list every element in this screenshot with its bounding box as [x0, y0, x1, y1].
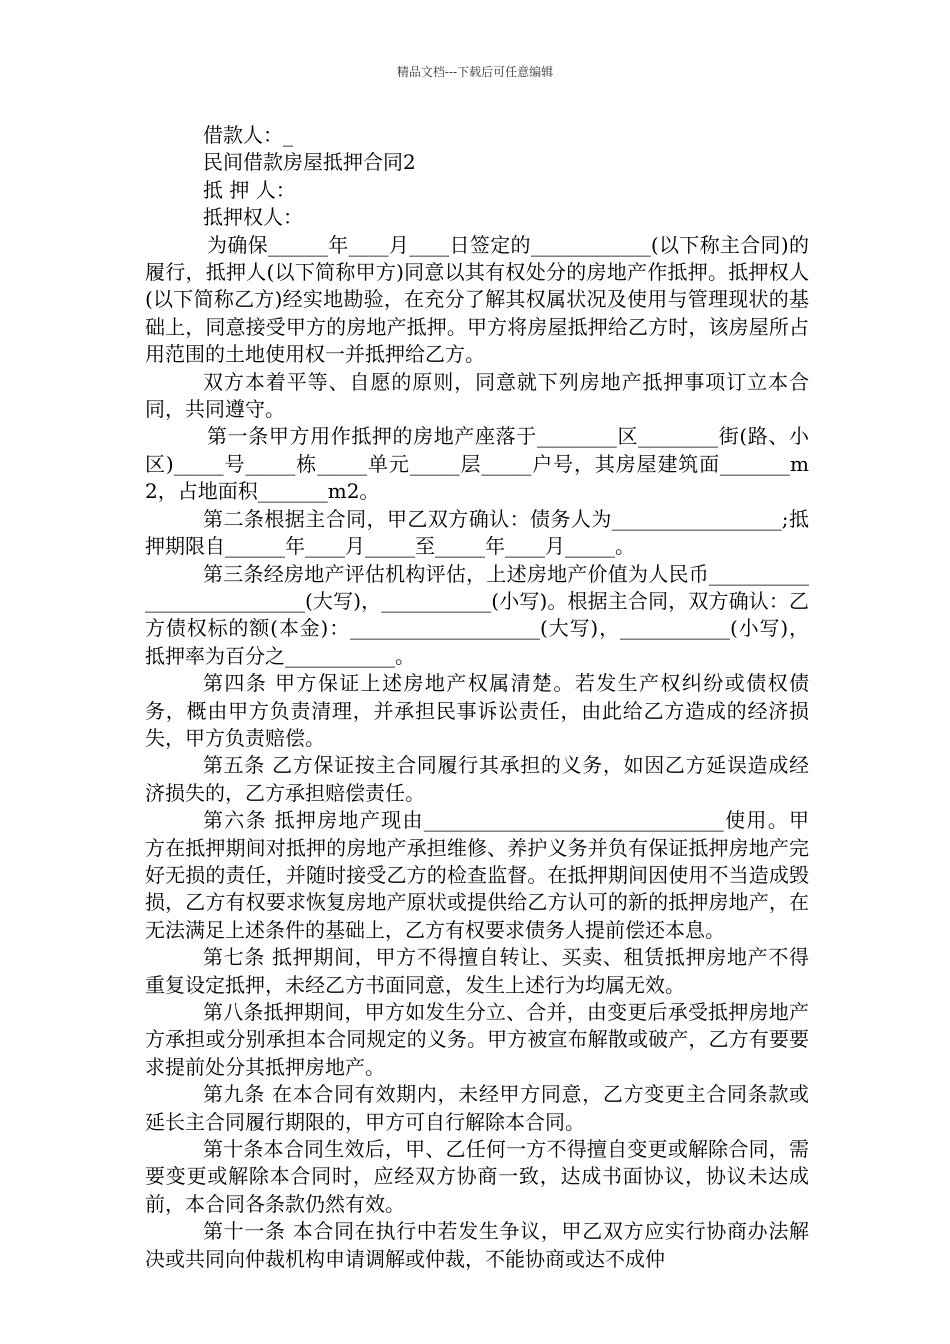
principle-paragraph: 双方本着平等、自愿的原则，同意就下列房地产抵押事项订立本合同，共同遵守。 [145, 369, 809, 422]
article-4: 第四条 甲方保证上述房地产权属清楚。若发生产权纠纷或债权债务，概由甲方负责清理，并承担民事诉讼责任，由此给乙方造成的经济损失，甲方负责赔偿。 [145, 671, 809, 750]
article-9: 第九条 在本合同有效期内，未经甲方同意，乙方变更主合同条款或延长主合同履行期限的，甲方可自行解除本合同。 [145, 1082, 809, 1134]
article-10: 第十条本合同生效后，甲、乙任何一方不得擅自变更或解除合同，需要变更或解除本合同时，应经双方协商一致，达成书面协议，协议未达成前，本合同各条款仍然有效。 [145, 1137, 809, 1216]
article-5: 第五条 乙方保证按主合同履行其承担的义务，如因乙方延误造成经济损失的，乙方承担赔偿责任。 [145, 753, 809, 805]
article-3: 第三条经房地产评估机构评估，上述房地产价值为人民币__________________________(大写)，___________(小写)。根据主合同，双方确认：乙方债权标的额(本金)：___________________(大写)，___________(小写)，抵押率为百分之___________。 [145, 561, 809, 668]
article-2: 第二条根据主合同，甲乙双方确认：债务人为_________________;抵押期限自______年____月_____至_____年____月_____。 [145, 506, 809, 559]
contract-body [145, 122, 809, 1273]
preamble-paragraph: 为确保______年____月____日签定的____________(以下称主合同)的履行，抵押人(以下简称甲方)同意以其有权处分的房地产作抵押。抵押权人(以下简称乙方)经实地勘验，在充分了解其权属状况及使用与管理现状的基础上，同意接受甲方的房地产抵押。甲方将房屋抵押给乙方时，该房屋所占用范围的土地使用权一并抵押给乙方。 [145, 232, 809, 367]
mortgagor-line: 抵 押 人： [203, 177, 296, 202]
contract-title: 民间借款房屋抵押合同2 [203, 150, 416, 175]
borrower-line: 借款人：_ [203, 123, 293, 147]
mortgagee-line: 抵押权人： [203, 205, 303, 230]
article-8: 第八条抵押期间，甲方如发生分立、合并，由变更后承受抵押房地产方承担或分别承担本合同规定的义务。甲方被宣布解散或破产，乙方有要要求提前处分其抵押房地产。 [145, 1000, 809, 1079]
article-7: 第七条 抵押期间，甲方不得擅自转让、买卖、租赁抵押房地产不得重复设定抵押，未经乙方书面同意，发生上述行为均属无效。 [145, 945, 809, 997]
article-6: 第六条 抵押房地产现由______________________________使用。甲方在抵押期间对抵押的房地产承担维修、养护义务并负有保证抵押房地产完好无损的责任，并随时接受乙方的检查监督。在抵押期间因使用不当造成毁损，乙方有权要求恢复房地产原状或提供给乙方认可的新的抵押房地产，在无法满足上述条件的基础上，乙方有权要求债务人提前偿还本息。 [145, 808, 809, 942]
article-11: 第十一条 本合同在执行中若发生争议，甲乙双方应实行协商办法解决或共同向仲裁机构申请调解或仲裁，不能协商或达不成仲 [145, 1219, 809, 1271]
page-header: 精品文档---下载后可任意编辑 [396, 65, 554, 79]
article-1: 第一条甲方用作抵押的房地产座落于________区________街(路、小区)_____号_____栋_____单元_____层_____户号，其房屋建筑面_______m2，占地面积_______m2。 [145, 424, 809, 504]
